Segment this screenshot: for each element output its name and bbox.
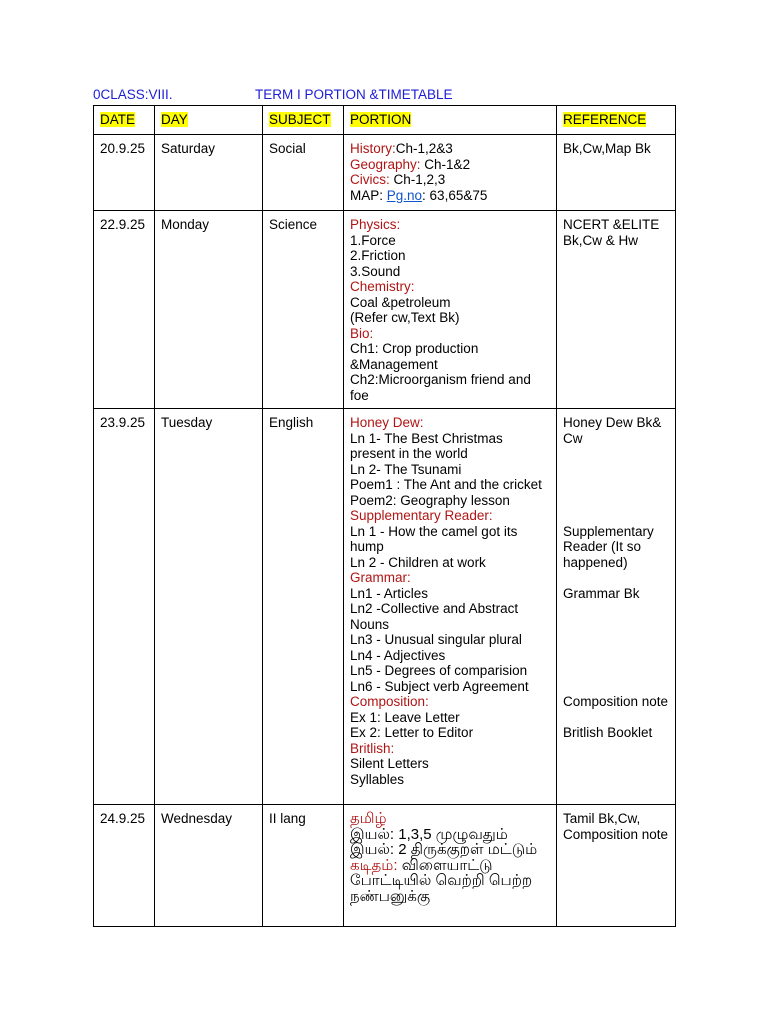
col-day-header: DAY <box>155 106 263 135</box>
reference-cell: Bk,Cw,Map Bk <box>557 135 676 211</box>
col-date-header: DATE <box>94 106 155 135</box>
geography-label: Geography: <box>350 156 421 172</box>
day-cell: Saturday <box>155 135 263 211</box>
table-row <box>94 409 676 805</box>
reference-grammar: Grammar Bk <box>563 585 640 601</box>
reference-britlish: Britlish Booklet <box>563 725 653 740</box>
table-row <box>94 211 676 409</box>
col-portion-header: PORTION <box>344 106 557 135</box>
date-cell: 20.9.25 <box>94 135 155 211</box>
portion-cell: Honey Dew: Ln 1- The Best Christmas present in the world Ln 2- The Tsunami Poem1 : The Ant and the cricket Poem2: Geography lesson Supplementary Reader: Ln 1 - How the camel got its hump Ln 2 - Children at work Grammar: Ln1 - Articles Ln2 -Collective and Abstract Nouns Ln3 - Unusual singular plural Ln4 - Adjectives Ln5 - Degrees of comparision Ln6 - Subject verb Agreement Composition: Ex 1: Leave Letter Ex 2: Letter to Editor Britlish: Silent Letters Syllables <box>344 409 557 805</box>
portion-cell: தமிழ் இயல்: 1,3,5 முழுவதும் இயல்: 2 திருக்குறள் மட்டும் கடிதம்: விளையாட்டு போட்டியில் வெற்றி பெற்ற நண்பனுக்கு <box>344 805 557 927</box>
header-row <box>94 106 676 135</box>
subject-cell: Science <box>263 211 344 409</box>
honeydew-label: Honey Dew: <box>350 415 424 430</box>
letter-label: கடிதம்: <box>350 856 398 874</box>
term-title: TERM I PORTION &TIMETABLE <box>255 87 453 102</box>
col-subject-header: SUBJECT <box>263 106 344 135</box>
subject-cell: II lang <box>263 805 344 927</box>
portion-cell: History:Ch-1,2&3 Geography: Ch-1&2 Civics: Ch-1,2,3 MAP: Pg.no: 63,65&75 <box>344 135 557 211</box>
subject-cell: Social <box>263 135 344 211</box>
reference-cell: Tamil Bk,Cw, Composition note <box>557 805 676 927</box>
page-number-link[interactable]: Pg.no <box>386 187 423 203</box>
reference-cell <box>557 409 676 805</box>
class-label: 0CLASS:VIII. <box>93 87 173 102</box>
civics-label: Civics: <box>350 172 390 187</box>
date-cell: 24.9.25 <box>94 805 155 927</box>
timetable <box>93 105 676 927</box>
reference-supplementary: Supplementary Reader (It so happened) <box>563 523 654 570</box>
reference-cell: NCERT &ELITE Bk,Cw & Hw <box>557 211 676 409</box>
day-cell: Wednesday <box>155 805 263 927</box>
britlish-label: Britlish: <box>350 740 395 756</box>
supplementary-label: Supplementary Reader: <box>350 508 493 523</box>
physics-label: Physics: <box>350 217 401 232</box>
table-row <box>94 135 676 211</box>
date-cell: 22.9.25 <box>94 211 155 409</box>
document-heading <box>93 87 453 102</box>
col-reference-header: REFERENCE <box>557 106 676 135</box>
reference-composition: Composition note <box>563 694 669 709</box>
day-cell: Tuesday <box>155 409 263 805</box>
history-label: History: <box>350 141 396 156</box>
bio-label: Bio: <box>350 325 374 341</box>
grammar-label: Grammar: <box>350 570 411 585</box>
table-row <box>94 805 676 927</box>
composition-label: Composition: <box>350 694 429 709</box>
tamil-label: தமிழ் <box>350 810 387 827</box>
day-cell: Monday <box>155 211 263 409</box>
date-cell: 23.9.25 <box>94 409 155 805</box>
portion-cell: Physics: 1.Force 2.Friction 3.Sound Chemistry: Coal &petroleum (Refer cw,Text Bk) Bio: Ch1: Crop production &Management Ch2:Microorganism friend and foe <box>344 211 557 409</box>
reference-honeydew: Honey Dew Bk& Cw <box>563 415 662 446</box>
chemistry-label: Chemistry: <box>350 279 415 294</box>
subject-cell: English <box>263 409 344 805</box>
